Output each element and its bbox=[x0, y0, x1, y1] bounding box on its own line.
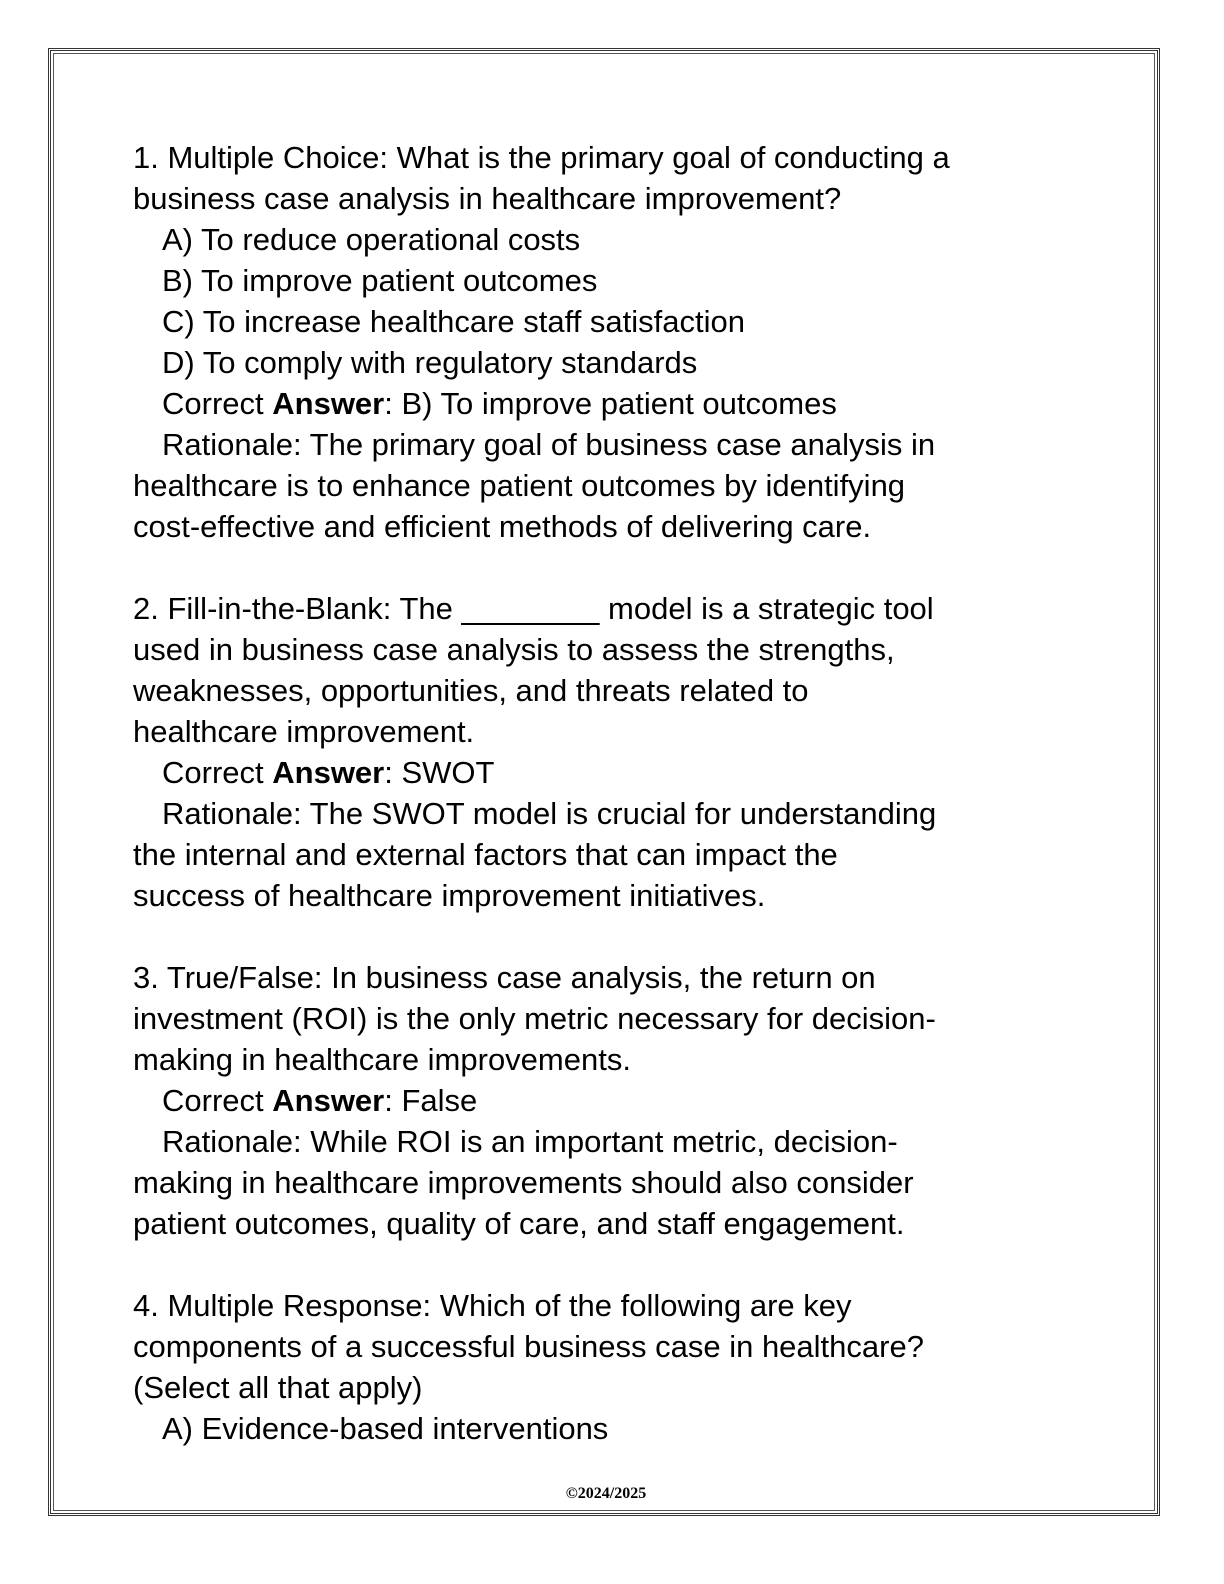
question-text-line: weaknesses, opportunities, and threats related to bbox=[133, 673, 809, 708]
question-1 bbox=[133, 137, 1093, 547]
question-text-line: components of a successful business case in healthcare? bbox=[133, 1329, 924, 1364]
correct-answer bbox=[133, 752, 1093, 793]
option-a: A) To reduce operational costs bbox=[162, 222, 581, 257]
answer-value: : False bbox=[384, 1083, 478, 1118]
rationale-line: cost-effective and efficient methods of delivering care. bbox=[133, 509, 872, 544]
question-text-line: business case analysis in healthcare improvement? bbox=[133, 181, 842, 216]
answer-prefix: Correct bbox=[162, 755, 273, 790]
correct-answer bbox=[133, 1080, 1093, 1121]
rationale-line: patient outcomes, quality of care, and staff engagement. bbox=[133, 1206, 905, 1241]
question-text-line: 1. Multiple Choice: What is the primary goal of conducting a bbox=[133, 140, 950, 175]
option-d: D) To comply with regulatory standards bbox=[162, 345, 698, 380]
answer-prefix: Correct bbox=[162, 1083, 273, 1118]
question-text-line: 3. True/False: In business case analysis, the return on bbox=[133, 960, 876, 995]
option-c: C) To increase healthcare staff satisfaction bbox=[162, 304, 745, 339]
answer-value: : B) To improve patient outcomes bbox=[384, 386, 837, 421]
question-text-line: making in healthcare improvements. bbox=[133, 1042, 631, 1077]
question-3 bbox=[133, 957, 1093, 1244]
rationale-line: Rationale: While ROI is an important metric, decision- bbox=[162, 1124, 898, 1159]
question-text-line: healthcare improvement. bbox=[133, 714, 475, 749]
rationale-line: Rationale: The SWOT model is crucial for understanding bbox=[162, 796, 937, 831]
question-4 bbox=[133, 1285, 1093, 1449]
question-text-line: 4. Multiple Response: Which of the following are key bbox=[133, 1288, 852, 1323]
option-b: B) To improve patient outcomes bbox=[162, 263, 598, 298]
question-text-line: investment (ROI) is the only metric necessary for decision- bbox=[133, 1001, 936, 1036]
rationale-line: Rationale: The primary goal of business case analysis in bbox=[162, 427, 936, 462]
correct-answer bbox=[133, 383, 1093, 424]
copyright-footer: ©2024/2025 bbox=[565, 1485, 647, 1502]
rationale-line: making in healthcare improvements should also consider bbox=[133, 1165, 914, 1200]
answer-value: : SWOT bbox=[384, 755, 495, 790]
option-a: A) Evidence-based interventions bbox=[162, 1411, 609, 1446]
answer-label: Answer bbox=[272, 1083, 385, 1118]
question-text-line: 2. Fill-in-the-Blank: The ________ model is a strategic tool bbox=[133, 591, 934, 626]
document-body bbox=[133, 137, 1093, 1490]
question-text-line: used in business case analysis to assess the strengths, bbox=[133, 632, 895, 667]
rationale-line: healthcare is to enhance patient outcomes by identifying bbox=[133, 468, 906, 503]
answer-prefix: Correct bbox=[162, 386, 273, 421]
rationale-line: the internal and external factors that can impact the bbox=[133, 837, 838, 872]
answer-label: Answer bbox=[272, 755, 385, 790]
answer-label: Answer bbox=[272, 386, 385, 421]
question-2 bbox=[133, 588, 1093, 916]
question-text-line: (Select all that apply) bbox=[133, 1370, 423, 1405]
rationale-line: success of healthcare improvement initiatives. bbox=[133, 878, 766, 913]
